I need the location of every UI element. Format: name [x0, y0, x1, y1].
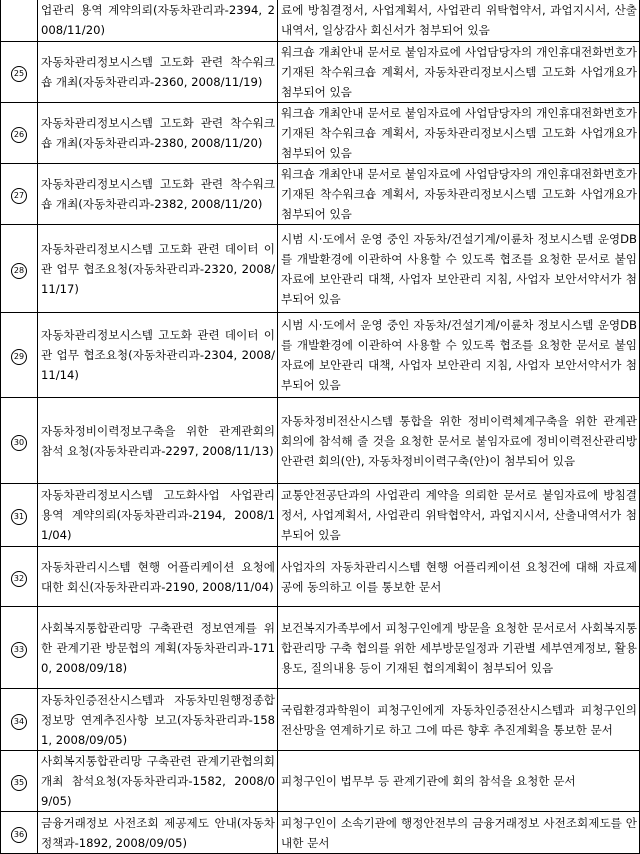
row-number: 26 [11, 127, 27, 143]
row-number-cell [1, 484, 38, 547]
table-row [1, 0, 640, 42]
document-title-cell: 자동차인증전산시스템과 자동차민원행정종합정보망 연계추진사항 보고(자동차관리과-1581, 2008/09/05) [38, 689, 278, 751]
document-description-cell: 료에 방침결정서, 사업계획서, 사업관리 위탁협약서, 과업지시서, 산출내역서, 일상감사 회신서가 첨부되어 있음 [278, 0, 640, 42]
row-number: 31 [11, 509, 27, 525]
table-row [1, 398, 640, 484]
row-number-cell [1, 103, 38, 164]
row-number-cell [1, 398, 38, 484]
row-number: 32 [11, 571, 27, 587]
document-description-cell: 워크숍 개최안내 문서로 붙임자료에 사업담당자의 개인휴대전화번호가 기재된 착수워크숍 계획서, 자동차관리정보시스템 고도화 사업개요가 첨부되어 있음 [278, 164, 640, 225]
row-number-cell [1, 689, 38, 751]
document-description-cell: 워크숍 개최안내 문서로 붙임자료에 사업담당자의 개인휴대전화번호가 기재된 착수워크숍 계획서, 자동차관리정보시스템 고도화 사업개요가 첨부되어 있음 [278, 103, 640, 164]
row-number: 30 [11, 435, 27, 451]
row-number: 33 [11, 642, 27, 658]
document-description-cell: 시범 시·도에서 운영 중인 자동차/건설기계/이륜차 정보시스템 운영DB를 개발환경에 이관하여 사용할 수 있도록 협조를 요청한 문서로 붙임자료에 보안관리 대책, 사업자 보안관리 지침, 사업자 보안서약서가 첨부되어 있음 [278, 225, 640, 313]
document-description-cell: 시범 시·도에서 운영 중인 자동차/건설기계/이륜차 정보시스템 운영DB를 개발환경에 이관하여 사용할 수 있도록 협조를 요청한 문서로 붙임자료에 보안관리 대책, 사업자 보안관리 지침, 사업자 보안서약서가 첨부되어 있음 [278, 313, 640, 398]
row-number-cell [1, 607, 38, 689]
document-description-cell: 피청구인이 법무부 등 관계기관에 회의 참석을 요청한 문서 [278, 751, 640, 812]
document-title-cell: 사회복지통합관리망 구축관련 정보연계를 위한 관계기관 방문협의 계획(자동차관리과-1710, 2008/09/18) [38, 607, 278, 689]
document-title-cell: 자동차정비이력정보구축을 위한 관계관회의 참석 요청(자동차관리과-2297, 2008/11/13) [38, 398, 278, 484]
table-row [1, 689, 640, 751]
row-number: 34 [11, 714, 27, 730]
row-number-cell [1, 751, 38, 812]
row-number: 25 [11, 66, 27, 82]
row-number: 29 [11, 349, 27, 365]
document-description-cell: 보건복지가족부에서 피청구인에게 방문을 요청한 문서로서 사회복지통합관리망 구축 협의를 위한 세부방문일정과 기관별 세부연계정보, 활용용도, 질의내용 등이 기재된 협의계획이 첨부되어 있음 [278, 607, 640, 689]
document-description-cell: 자동차정비전산시스템 통합을 위한 정비이력체계구축을 위한 관계관 회의에 참석해 줄 것을 요청한 문서로 붙임자료에 정비이력전산관리방안관련 회의(안), 자동차정비이력구축(안)이 첨부되어 있음 [278, 398, 640, 484]
row-number: 36 [11, 827, 27, 843]
row-number: 35 [11, 775, 27, 791]
table-row [1, 547, 640, 607]
document-description-cell: 국립환경과학원이 피청구인에게 자동차인증전산시스템과 피청구인의 전산망을 연계하기로 하고 그에 따른 향후 추진계획을 통보한 문서 [278, 689, 640, 751]
row-number: 27 [11, 188, 27, 204]
row-number-cell [1, 547, 38, 607]
document-description-cell: 교통안전공단과의 사업관리 계약을 의뢰한 문서로 붙임자료에 방침결정서, 사업계획서, 사업관리 위탁협약서, 과업지시서, 산출내역서가 첨부되어 있음 [278, 484, 640, 547]
document-description-cell: 피청구인이 소속기관에 행정안전부의 금융거래정보 사전조회제도를 안내한 문서 [278, 812, 640, 854]
row-number-cell [1, 164, 38, 225]
document-title-cell: 자동차관리정보시스템 고도화 관련 데이터 이관 업무 협조요청(자동차관리과-2304, 2008/11/14) [38, 313, 278, 398]
document-title-cell: 금융거래정보 사전조회 제공제도 안내(자동차정책과-1892, 2008/09/05) [38, 812, 278, 854]
row-number: 28 [11, 263, 27, 279]
table-row [1, 812, 640, 854]
table-row [1, 751, 640, 812]
row-number-cell [1, 0, 38, 42]
document-title-cell: 사회복지통합관리망 구축관련 관계기관협의회 개최 참석요청(자동차관리과-1582, 2008/09/05) [38, 751, 278, 812]
row-number-cell [1, 812, 38, 854]
document-title-cell: 자동차관리시스템 현행 어플리케이션 요청에 대한 회신(자동차관리과-2190, 2008/11/04) [38, 547, 278, 607]
document-title-cell: 자동차관리정보시스템 고도화사업 사업관리 용역 계약의뢰(자동차관리과-2194, 2008/11/04) [38, 484, 278, 547]
row-number-cell [1, 313, 38, 398]
document-title-cell: 자동차관리정보시스템 고도화 관련 데이터 이관 업무 협조요청(자동차관리과-2320, 2008/11/17) [38, 225, 278, 313]
table-row [1, 225, 640, 313]
table-row [1, 103, 640, 164]
table-row [1, 484, 640, 547]
table-row [1, 42, 640, 103]
row-number-cell [1, 42, 38, 103]
document-title-cell: 자동차관리정보시스템 고도화 관련 착수워크숍 개최(자동차관리과-2380, 2008/11/20) [38, 103, 278, 164]
table-row [1, 313, 640, 398]
document-title-cell: 자동차관리정보시스템 고도화 관련 착수워크숍 개최(자동차관리과-2360, 2008/11/19) [38, 42, 278, 103]
document-title-cell: 업관리 용역 계약의뢰(자동차관리과-2394, 2008/11/20) [38, 0, 278, 42]
row-number-cell [1, 225, 38, 313]
document-title-cell: 자동차관리정보시스템 고도화 관련 착수워크숍 개최(자동차관리과-2382, 2008/11/20) [38, 164, 278, 225]
table-row [1, 164, 640, 225]
table-row [1, 607, 640, 689]
document-description-cell: 워크숍 개최안내 문서로 붙임자료에 사업담당자의 개인휴대전화번호가 기재된 착수워크숍 계획서, 자동차관리정보시스템 고도화 사업개요가 첨부되어 있음 [278, 42, 640, 103]
document-description-cell: 사업자의 자동차관리시스템 현행 어플리케이션 요청건에 대해 자료제공에 동의하고 이를 통보한 문서 [278, 547, 640, 607]
